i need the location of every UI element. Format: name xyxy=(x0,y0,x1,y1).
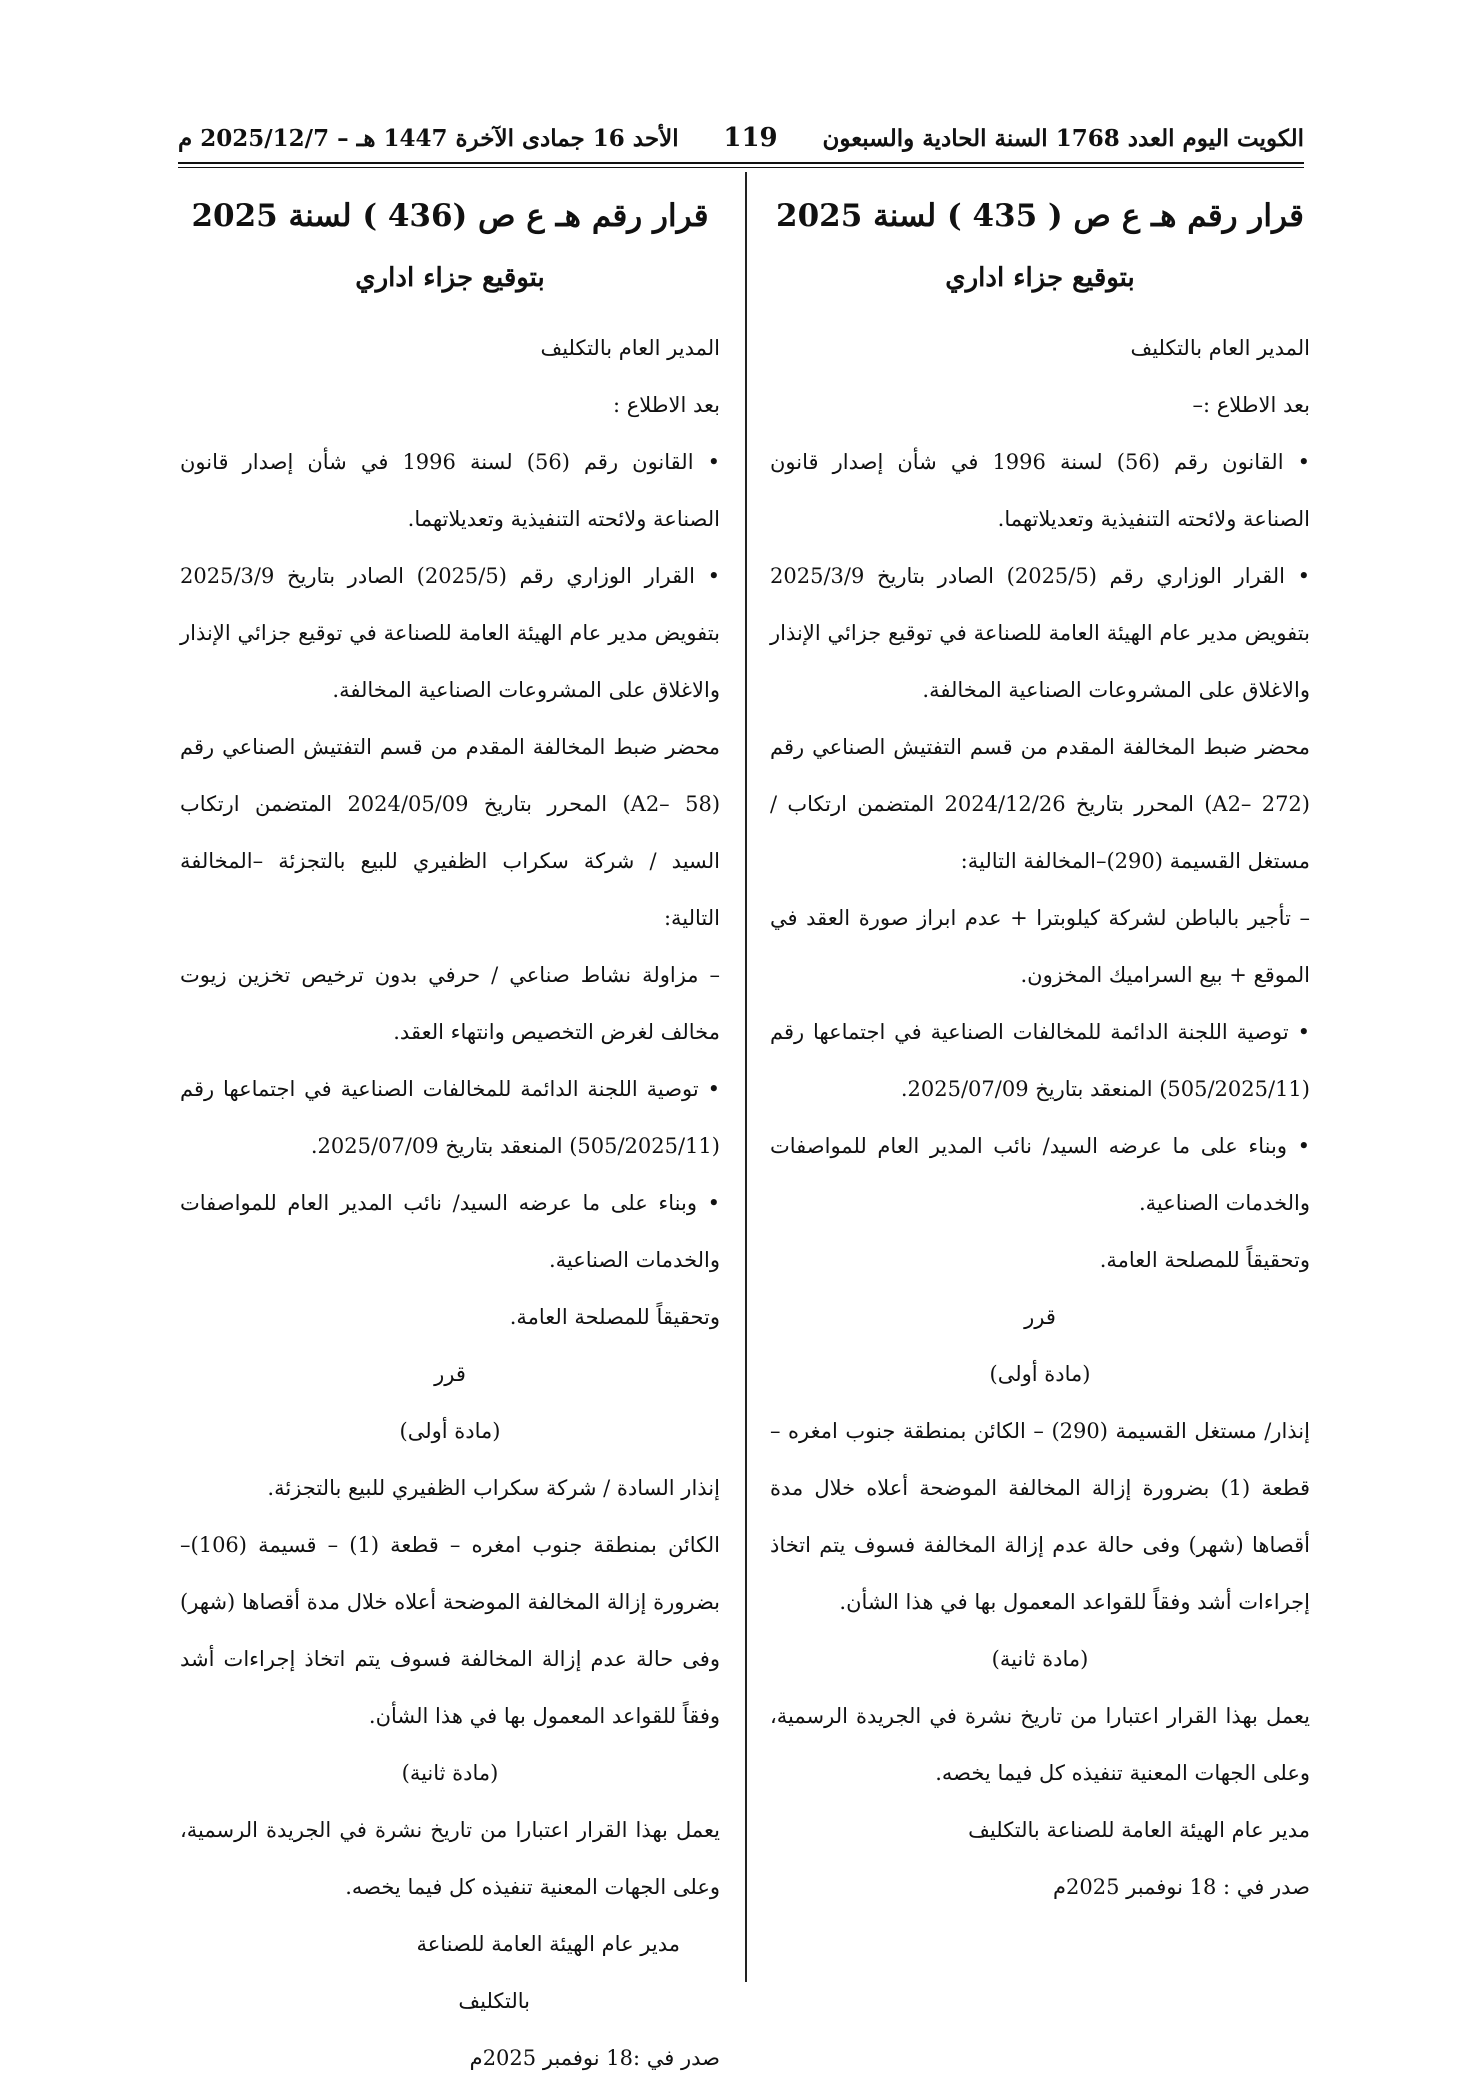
page-header xyxy=(178,118,1304,158)
header-rule xyxy=(178,162,1304,164)
header-page-number: 119 xyxy=(723,123,778,153)
ministerial-bullet: • القرار الوزاري رقم (2025/5) الصادر بتاريخ 2025/3/9 بتفويض مدير عام الهيئة العامة للصناعة في توقيع جزائي الإنذار والاغلاق على المشروعات الصناعية المخالفة. xyxy=(180,564,720,702)
decision-436-column xyxy=(180,180,720,2087)
article-two-text: يعمل بهذا القرار اعتبارا من تاريخ نشرة في الجريدة الرسمية، وعلى الجهات المعنية تنفيذه كل فيما يخصه. xyxy=(180,1818,720,1899)
presentation-bullet: • وبناء على ما عرضه السيد/ نائب المدير العام للمواصفات والخدمات الصناعية. xyxy=(770,1134,1310,1215)
signature-line: مدير عام الهيئة العامة للصناعة بالتكليف xyxy=(968,1818,1310,1842)
decision-title: قرار رقم هـ ع ص (436 ) لسنة 2025 xyxy=(191,198,709,234)
article-two-heading: (مادة ثانية) xyxy=(401,1761,499,1785)
law-bullet: • القانون رقم (56) لسنة 1996 في شأن إصدار قانون الصناعة ولائحته التنفيذية وتعديلاتهما. xyxy=(180,450,720,531)
article-two-text: يعمل بهذا القرار اعتبارا من تاريخ نشرة في الجريدة الرسمية، وعلى الجهات المعنية تنفيذه كل فيما يخصه. xyxy=(770,1704,1310,1785)
committee-bullet: • توصية اللجنة الدائمة للمخالفات الصناعية في اجتماعها رقم (505/2025/11) المنعقد بتاريخ 2025/07/09. xyxy=(180,1077,720,1158)
public-interest-line: وتحقيقاً للمصلحة العامة. xyxy=(509,1305,720,1329)
violation-text: – تأجير بالباطن لشركة كيلوبترا + عدم ابراز صورة العقد في الموقع + بيع السراميك المخزون. xyxy=(770,906,1310,987)
violation-record: محضر ضبط المخالفة المقدم من قسم التفتيش الصناعي رقم (A2– 272) المحرر بتاريخ 2024/12/26 المتضمن ارتكاب / مستغل القسيمة (290)–المخالفة التالية: xyxy=(770,735,1310,873)
column-divider xyxy=(745,172,747,1982)
article-one-heading: (مادة أولى) xyxy=(399,1419,501,1443)
issued-date: صدر في : 18 نوفمبر 2025م xyxy=(1053,1875,1310,1899)
article-one-heading: (مادة أولى) xyxy=(989,1362,1091,1386)
decision-435-column xyxy=(770,180,1310,1916)
director-line: المدير العام بالتكليف xyxy=(540,336,720,360)
signature-line-2: بالتكليف xyxy=(458,1989,530,2013)
decision-title: قرار رقم هـ ع ص ( 435 ) لسنة 2025 xyxy=(776,198,1304,234)
header-date: الأحد 16 جمادى الآخرة 1447 هـ – 2025/12/7 م xyxy=(178,124,679,152)
signature-line: مدير عام الهيئة العامة للصناعة xyxy=(416,1932,680,1956)
issued-date: صدر في :18 نوفمبر 2025م xyxy=(469,2046,720,2070)
header-rule-thin xyxy=(178,167,1304,168)
article-one-text: الكائن بمنطقة جنوب امغره – قطعة (1) – قسيمة (106)– بضرورة إزالة المخالفة الموضحة أعلاه خلال مدة أقصاها (شهر) وفى حالة عدم إزالة المخالفة فسوف يتم اتخاذ إجراءات أشد وفقاً للقواعد المعمول بها في هذا الشأن. xyxy=(180,1533,720,1728)
decided-heading: قرر xyxy=(1024,1305,1056,1329)
law-bullet: • القانون رقم (56) لسنة 1996 في شأن إصدار قانون الصناعة ولائحته التنفيذية وتعديلاتهما. xyxy=(770,450,1310,531)
presentation-bullet: • وبناء على ما عرضه السيد/ نائب المدير العام للمواصفات والخدمات الصناعية. xyxy=(180,1191,720,1272)
article-one-line: إنذار السادة / شركة سكراب الظفيري للبيع بالتجزئة. xyxy=(267,1476,720,1500)
ministerial-bullet: • القرار الوزاري رقم (2025/5) الصادر بتاريخ 2025/3/9 بتفويض مدير عام الهيئة العامة للصناعة في توقيع جزائي الإنذار والاغلاق على المشروعات الصناعية المخالفة. xyxy=(770,564,1310,702)
after-review-line: بعد الاطلاع :– xyxy=(1192,393,1310,417)
article-two-heading: (مادة ثانية) xyxy=(991,1647,1089,1671)
director-line: المدير العام بالتكليف xyxy=(1130,336,1310,360)
violation-record: محضر ضبط المخالفة المقدم من قسم التفتيش الصناعي رقم (A2– 58) المحرر بتاريخ 2024/05/09 المتضمن ارتكاب السيد / شركة سكراب الظفيري للبيع بالتجزئة –المخالفة التالية: xyxy=(180,735,721,930)
decision-subtitle: بتوقيع جزاء اداري xyxy=(945,263,1135,293)
header-issue-info: الكويت اليوم العدد 1768 السنة الحادية والسبعون xyxy=(822,124,1304,152)
violation-text: – مزاولة نشاط صناعي / حرفي بدون ترخيص تخزين زيوت مخالف لغرض التخصيص وانتهاء العقد. xyxy=(180,963,720,1044)
public-interest-line: وتحقيقاً للمصلحة العامة. xyxy=(1099,1248,1310,1272)
article-one-text: إنذار/ مستغل القسيمة (290) – الكائن بمنطقة جنوب امغره – قطعة (1) بضرورة إزالة المخالفة الموضحة أعلاه خلال مدة أقصاها (شهر) وفى حالة عدم إزالة المخالفة فسوف يتم اتخاذ إجراءات أشد وفقاً للقواعد المعمول بها في هذا الشأن. xyxy=(770,1419,1310,1614)
committee-bullet: • توصية اللجنة الدائمة للمخالفات الصناعية في اجتماعها رقم (505/2025/11) المنعقد بتاريخ 2025/07/09. xyxy=(770,1020,1310,1101)
decision-subtitle: بتوقيع جزاء اداري xyxy=(355,263,545,293)
decided-heading: قرر xyxy=(434,1362,466,1386)
after-review-line: بعد الاطلاع : xyxy=(612,393,720,417)
